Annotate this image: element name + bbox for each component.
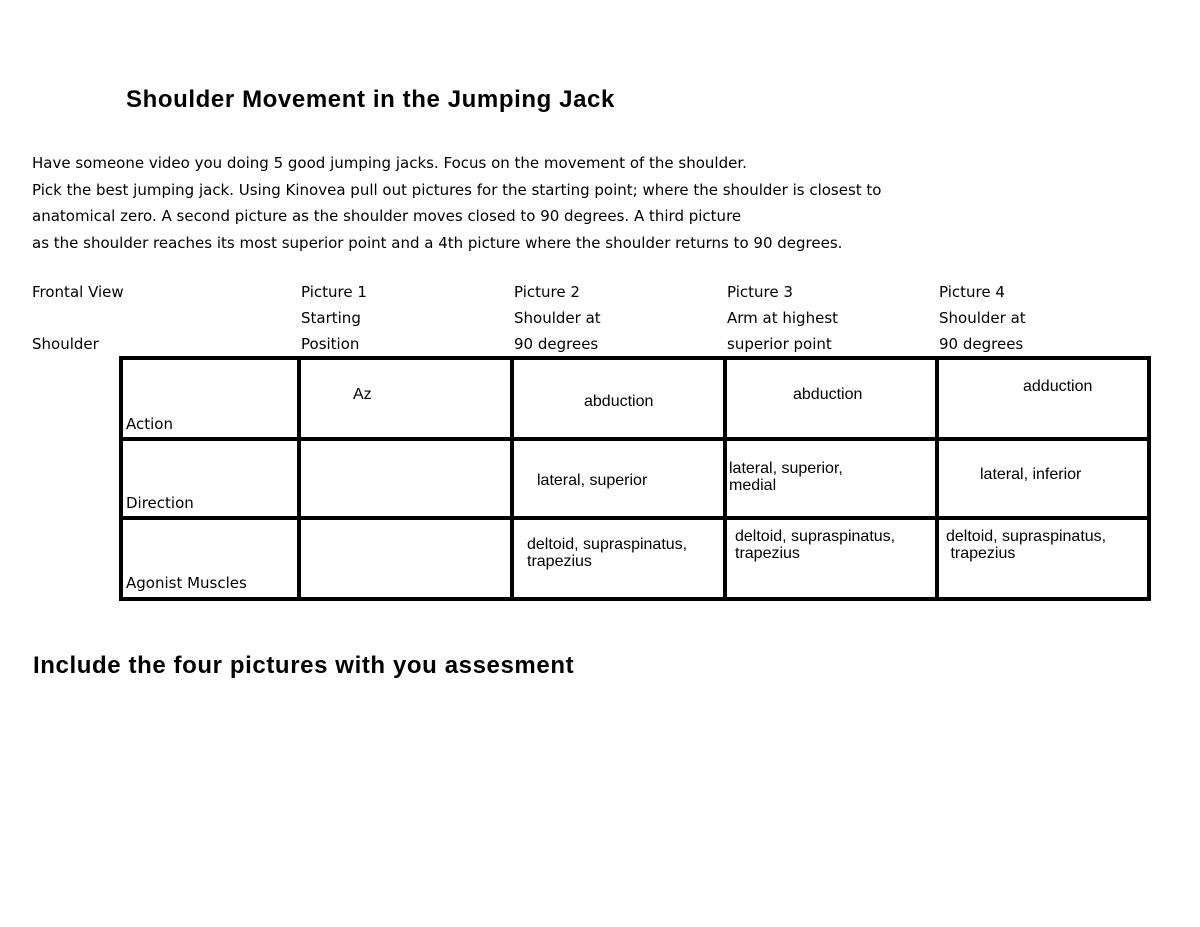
cell-action-picture-3: abduction — [793, 386, 863, 403]
cell-direction-picture-3: lateral, superior, medial — [729, 460, 843, 494]
row-label-direction: Direction — [126, 494, 194, 512]
cell-action-picture-4: adduction — [1023, 378, 1093, 395]
cell-muscles-picture-4: deltoid, supraspinatus, trapezius — [946, 528, 1107, 562]
picture-4-title: Picture 4 — [939, 283, 1005, 301]
cell-muscles-picture-3: deltoid, supraspinatus, trapezius — [735, 528, 896, 562]
instruction-line: Have someone video you doing 5 good jumping jacks. Focus on the movement of the shoulder. — [32, 154, 747, 172]
picture-3-desc-line1: Arm at highest — [727, 309, 839, 327]
picture-2-title: Picture 2 — [514, 283, 580, 301]
table-divider — [123, 437, 1147, 441]
instruction-line: anatomical zero. A second picture as the shoulder moves closed to 90 degrees. A third picture — [32, 207, 742, 226]
picture-1-title: Picture 1 — [301, 283, 367, 301]
instruction-line: Pick the best jumping jack. Using Kinovea pull out pictures for the starting point; where the shoulder is closest to — [32, 180, 882, 199]
cell-muscles-picture-2: deltoid, supraspinatus, trapezius — [527, 536, 688, 570]
instruction-line: as the shoulder reaches its most superior point and a 4th picture where the shoulder returns to 90 degrees. — [32, 234, 843, 253]
table-divider — [297, 360, 301, 597]
table-divider — [123, 516, 1147, 520]
joint-label: Shoulder — [32, 335, 99, 353]
cell-direction-picture-2: lateral, superior — [537, 472, 648, 489]
picture-2-desc-line2: 90 degrees — [514, 335, 599, 353]
picture-1-desc-line2: Position — [301, 335, 360, 353]
picture-4-desc-line2: 90 degrees — [939, 335, 1024, 353]
picture-3-title: Picture 3 — [727, 283, 793, 301]
picture-1-desc-line1: Starting — [301, 309, 361, 327]
picture-2-desc-line1: Shoulder at — [514, 309, 601, 327]
table-divider — [935, 360, 939, 597]
cell-direction-picture-4: lateral, inferior — [980, 466, 1082, 483]
footer-note: Include the four pictures with you assesment — [33, 652, 575, 679]
row-label-action: Action — [126, 415, 173, 433]
instructions — [32, 150, 881, 257]
view-label: Frontal View — [32, 283, 124, 301]
table-divider — [723, 360, 727, 597]
page-title: Shoulder Movement in the Jumping Jack — [126, 86, 615, 113]
picture-4-desc-line1: Shoulder at — [939, 309, 1026, 327]
row-label-agonist-muscles: Agonist Muscles — [126, 574, 247, 592]
picture-3-desc-line2: superior point — [727, 335, 832, 353]
table-divider — [510, 360, 514, 597]
cell-action-picture-2: abduction — [584, 393, 654, 410]
cell-action-picture-1: Az — [353, 386, 372, 403]
